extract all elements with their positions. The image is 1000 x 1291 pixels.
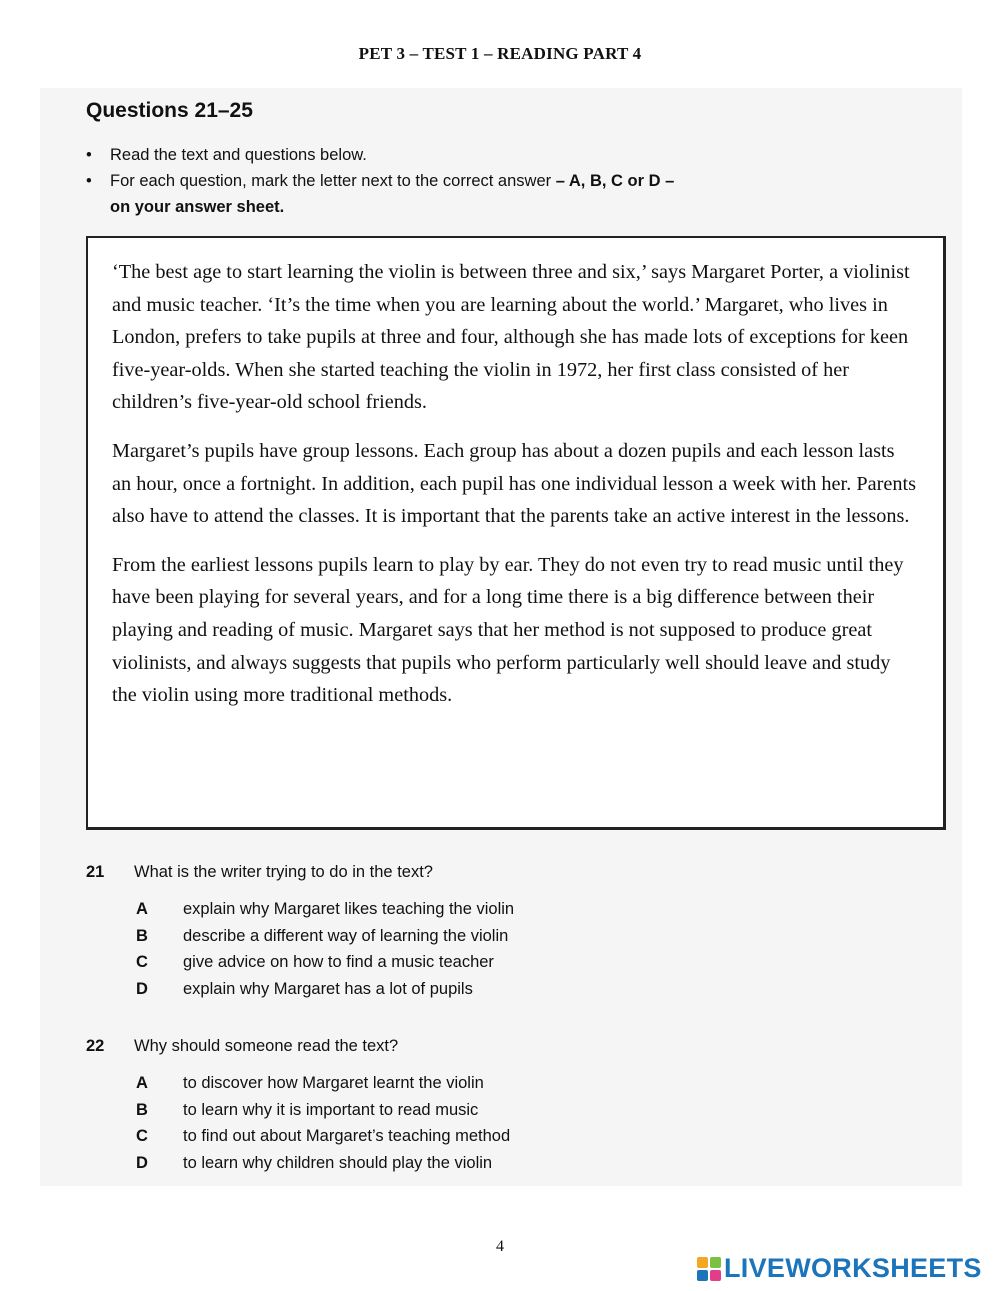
option-text: explain why Margaret likes teaching the violin bbox=[183, 900, 515, 918]
option-text: to learn why children should play the violin bbox=[183, 1153, 493, 1172]
logo-square bbox=[710, 1270, 721, 1281]
answer-option-21d[interactable] bbox=[86, 976, 886, 1003]
question-text: What is the writer trying to do in the text? bbox=[134, 863, 433, 881]
option-text: explain why Margaret has a lot of pupils bbox=[183, 979, 473, 998]
answer-option-21a[interactable] bbox=[86, 896, 886, 923]
instruction-text: For each question, mark the letter next to the correct answer bbox=[110, 172, 552, 190]
bullet-icon: • bbox=[86, 172, 92, 190]
instruction-item bbox=[86, 142, 886, 168]
question-22 bbox=[86, 1033, 886, 1176]
answer-option-22b[interactable] bbox=[86, 1097, 886, 1124]
option-letter: A bbox=[136, 900, 148, 918]
question-21 bbox=[86, 859, 886, 1002]
option-text: to find out about Margaret’s teaching method bbox=[183, 1127, 511, 1145]
instruction-emphasis: on your answer sheet. bbox=[110, 198, 285, 216]
option-text: to discover how Margaret learnt the violin bbox=[183, 1074, 484, 1092]
reading-passage bbox=[86, 236, 946, 830]
answer-option-22c[interactable] bbox=[86, 1123, 886, 1150]
answer-option-22a[interactable] bbox=[86, 1070, 886, 1097]
instruction-item bbox=[86, 168, 886, 220]
passage-paragraph: From the earliest lessons pupils learn to play by ear. They do not even try to read music until they have been playing for several years, and for a long time there is a big difference between their playing and reading of music. Margaret says that her method is not supposed to produce great violinists, and always suggests that pupils who perform particularly well should leave and study the violin using more traditional methods. bbox=[112, 553, 904, 707]
logo-square bbox=[710, 1257, 721, 1268]
option-text: give advice on how to find a music teacher bbox=[183, 953, 494, 971]
page-header: PET 3 – TEST 1 – READING PART 4 bbox=[358, 44, 642, 63]
question-number: 21 bbox=[86, 863, 105, 881]
instructions bbox=[86, 142, 886, 220]
liveworksheets-logo-icon bbox=[697, 1257, 721, 1281]
passage-paragraph: Margaret’s pupils have group lessons. Each group has about a dozen pupils and each lesson lasts an hour, once a fortnight. In addition, each pupil has one individual lesson a week with her. Parents also have to attend the classes. It is important that the parents take an active interest in the lessons. bbox=[112, 439, 917, 528]
option-letter: D bbox=[136, 979, 148, 998]
liveworksheets-logo bbox=[697, 1253, 982, 1284]
answer-letters: – A, B, C or D – bbox=[555, 172, 675, 190]
question-text: Why should someone read the text? bbox=[134, 1037, 399, 1055]
answer-option-22d[interactable] bbox=[86, 1150, 886, 1177]
option-text: to learn why it is important to read music bbox=[183, 1100, 479, 1119]
instruction-text: Read the text and questions below. bbox=[110, 146, 367, 164]
logo-square bbox=[697, 1257, 708, 1268]
option-letter: C bbox=[136, 1127, 148, 1145]
logo-text: LIVEWORKSHEETS bbox=[724, 1253, 982, 1283]
questions-title: Questions 21–25 bbox=[86, 99, 253, 122]
logo-square bbox=[697, 1270, 708, 1281]
page-number: 4 bbox=[496, 1238, 504, 1255]
option-text: describe a different way of learning the violin bbox=[183, 926, 509, 945]
option-letter: B bbox=[136, 926, 148, 945]
option-letter: D bbox=[136, 1153, 148, 1172]
question-number: 22 bbox=[86, 1037, 105, 1055]
answer-option-21c[interactable] bbox=[86, 949, 886, 976]
option-letter: C bbox=[136, 953, 148, 971]
option-letter: A bbox=[136, 1074, 148, 1092]
passage-paragraph: ‘The best age to start learning the violin is between three and six,’ says Margaret Porter, a violinist and music teacher. ‘It’s the time when you are learning about the world.’ Margaret, who lives in London, prefers to take pupils at three and four, although she has made lots of exceptions for keen five-year-olds. When she started teaching the violin in 1972, her first class consisted of her children’s five-year-old school friends. bbox=[112, 261, 910, 414]
answer-option-21b[interactable] bbox=[86, 923, 886, 950]
bullet-icon: • bbox=[86, 146, 92, 164]
option-letter: B bbox=[136, 1100, 148, 1119]
